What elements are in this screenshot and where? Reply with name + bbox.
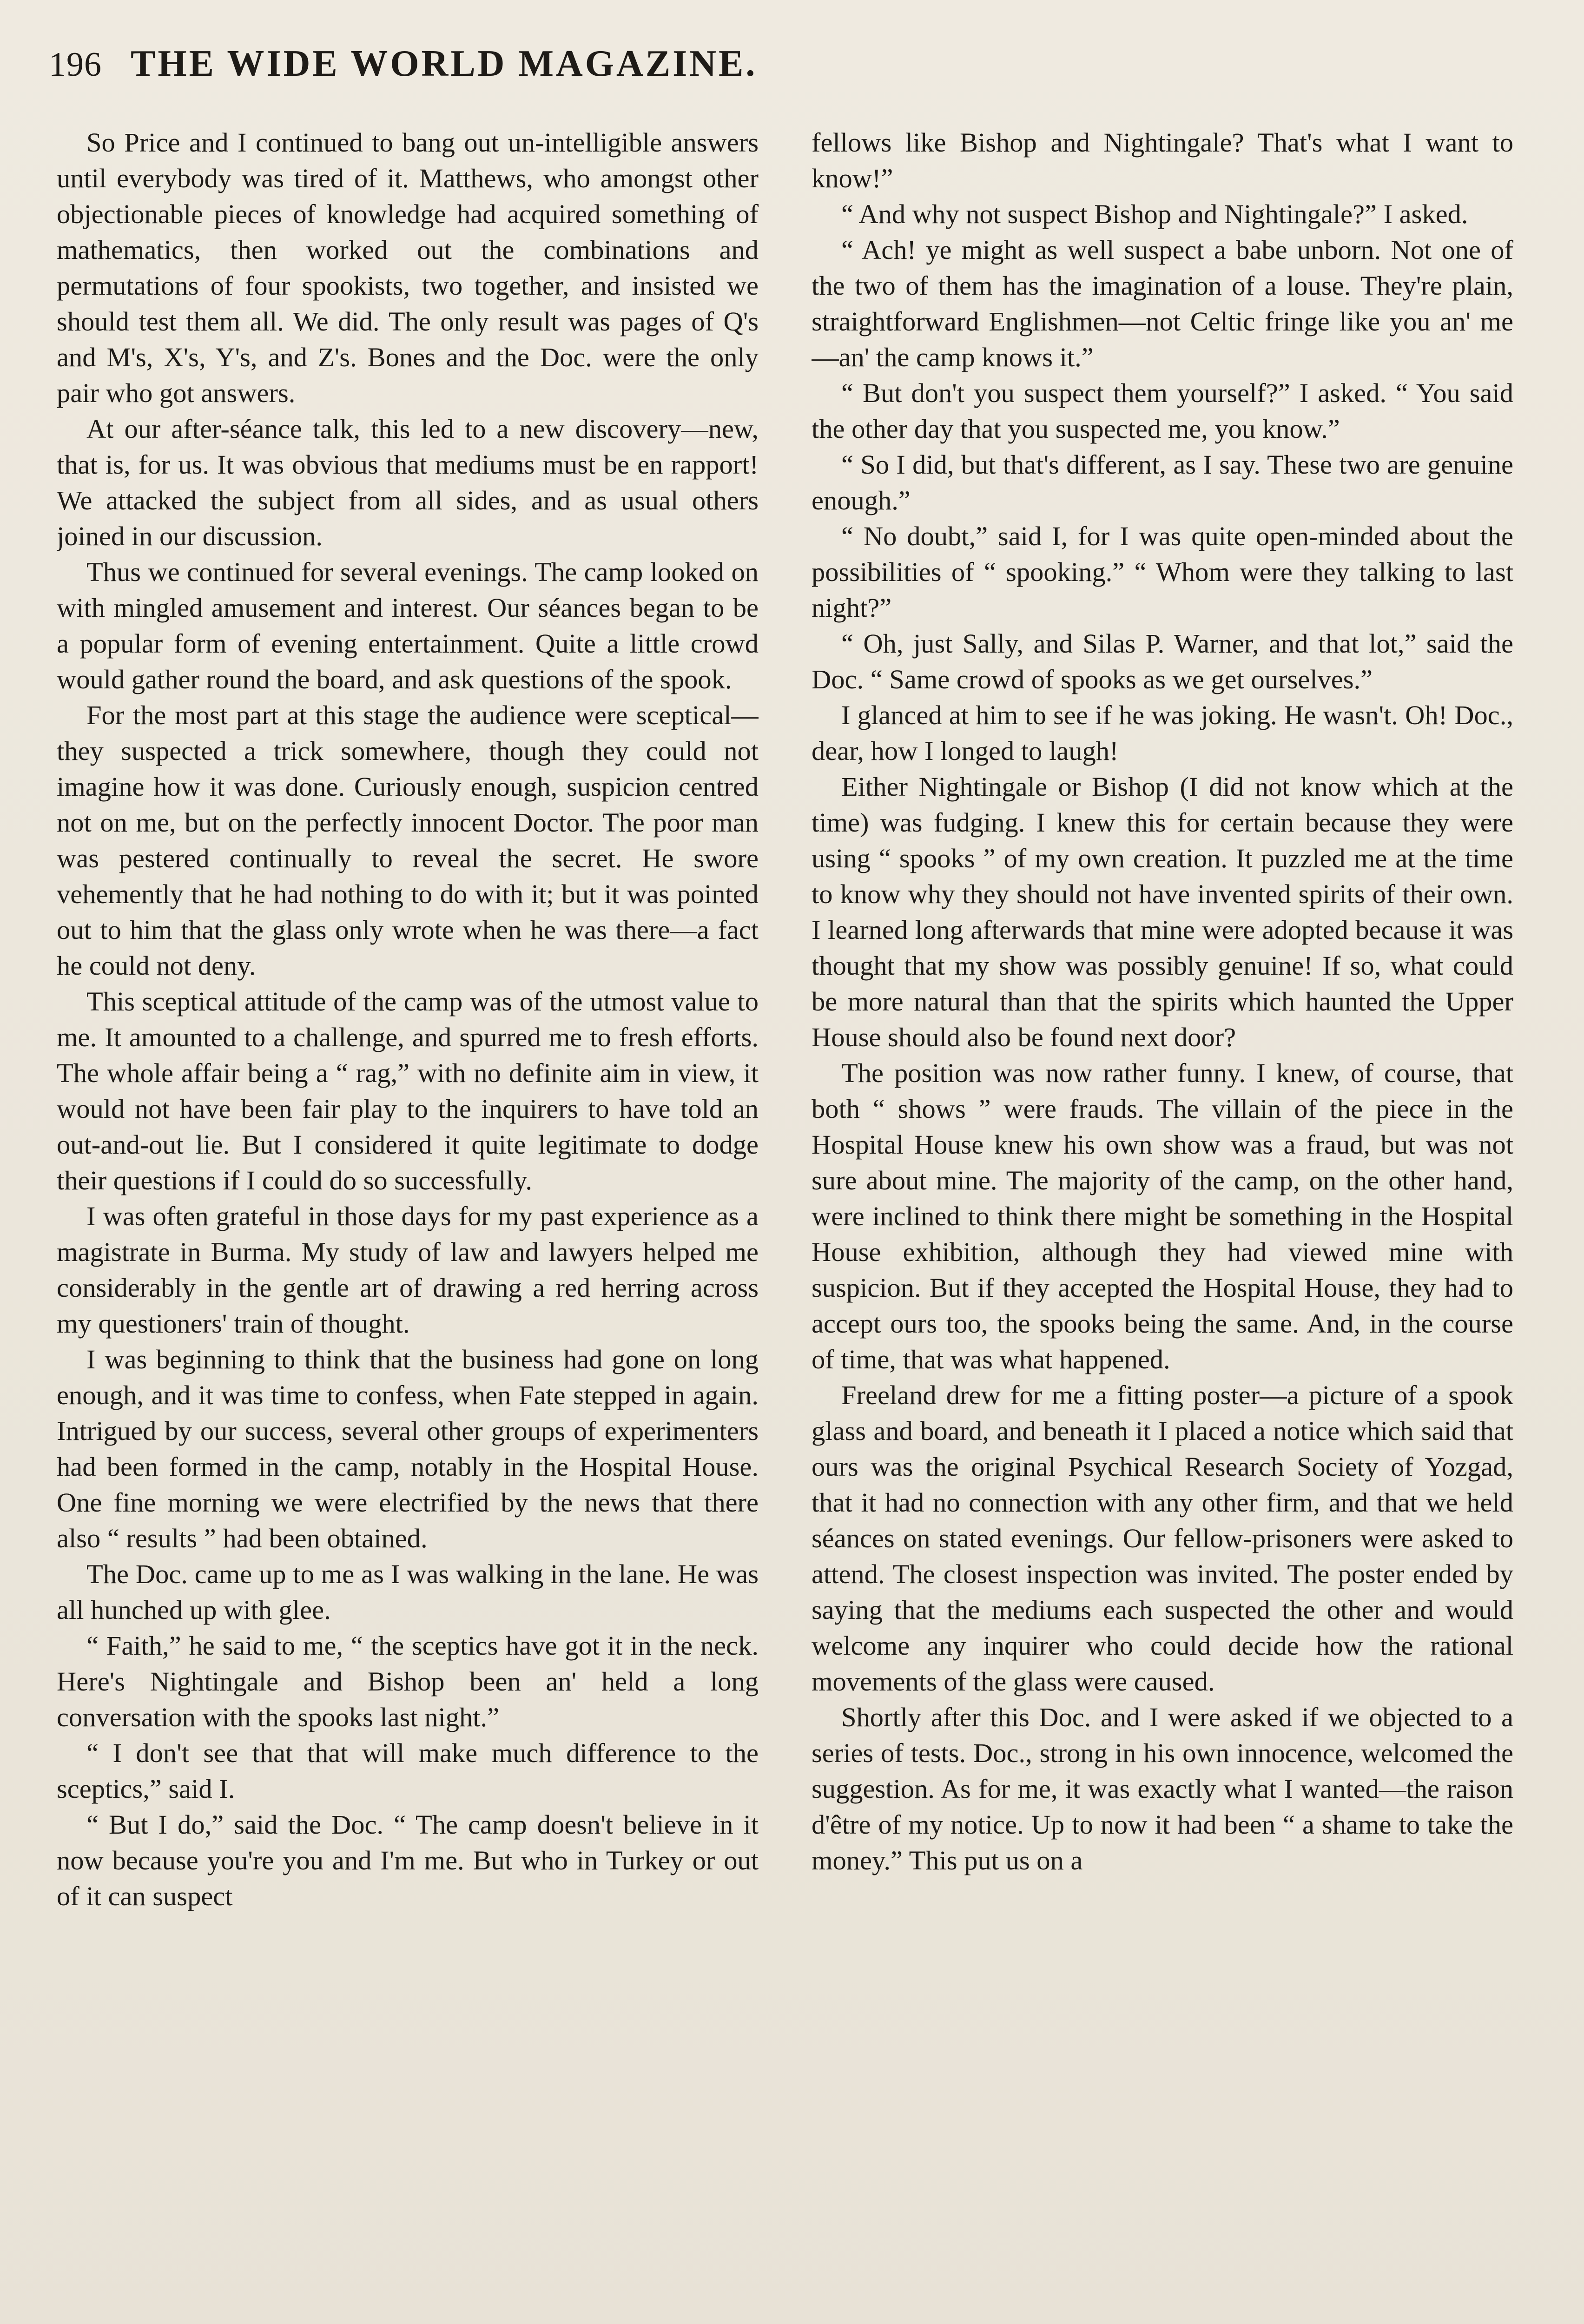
paragraph: Freeland drew for me a fitting poster—a picture of a spook glass and board, and beneath it I placed a notice which said that ours was the original Psychical Research Society of Yozgad, that it had no connection with any other firm, and that we held séances on stated evenings. Our fellow-prisoners were asked to attend. The closest inspection was invited. The poster ended by saying that the mediums each suspected the other and would welcome any inquirer who could decide how the rational movements of the glass were caused. [812, 1380, 1513, 1697]
right-column [812, 125, 1513, 2324]
continued-paragraph: fellows like Bishop and Nightingale? That's what I want to know!” [812, 127, 1513, 193]
paragraph: The Doc. came up to me as I was walking in the lane. He was all hunched up with glee. [57, 1559, 759, 1625]
paragraph: “ So I did, but that's different, as I say. These two are genuine enough.” [812, 449, 1513, 515]
left-column [57, 125, 759, 2324]
paragraph: Either Nightingale or Bishop (I did not know which at the time) was fudging. I knew this for certain because they were using “ spooks ” of my own creation. It puzzled me at the time to know why they should not have invented spirits of their own. I learned long afterwards that mine were adopted because it was thought that my show was possibly genuine! If so, what could be more natural than that the spirits which haunted the Upper House should also be found next door? [812, 772, 1513, 1052]
paragraph: “ But I do,” said the Doc. “ The camp doesn't believe in it now because you're you and I'm me. But who in Turkey or out of it can suspect [57, 1809, 759, 1911]
paragraph: Shortly after this Doc. and I were asked if we objected to a series of tests. Doc., strong in his own innocence, welcomed the suggestion. As for me, it was exactly what I wanted—the raison d'être of my notice. Up to now it had been “ a shame to take the money.” This put us on a [812, 1702, 1513, 1875]
paragraph: “ Oh, just Sally, and Silas P. Warner, and that lot,” said the Doc. “ Same crowd of spooks as we get ourselves.” [812, 628, 1513, 694]
paragraph: I was beginning to think that the business had gone on long enough, and it was time to confess, when Fate stepped in again. Intrigued by our success, several other groups of experimenters had been formed in the camp, notably in the Hospital House. One fine morning we were electrified by the news that there also “ results ” had been obtained. [57, 1344, 759, 1553]
paragraph: For the most part at this stage the audience were sceptical—they suspected a trick somewhere, though they could not imagine how it was done. Curiously enough, suspicion centred not on me, but on the perfectly innocent Doctor. The poor man was pestered continually to reveal the secret. He swore vehemently that he had nothing to do with it; but it was pointed out to him that the glass only wrote when he was there—a fact he could not deny. [57, 700, 759, 981]
paragraph: I glanced at him to see if he was joking. He wasn't. Oh! Doc., dear, how I longed to laugh! [812, 700, 1513, 766]
paragraph: This sceptical attitude of the camp was of the utmost value to me. It amounted to a challenge, and spurred me to fresh efforts. The whole affair being a “ rag,” with no definite aim in view, it would not have been fair play to the inquirers to have told an out-and-out lie. But I considered it quite legitimate to dodge their questions if I could do so successfully. [57, 986, 759, 1195]
paragraph: The position was now rather funny. I knew, of course, that both “ shows ” were frauds. The villain of the piece in the Hospital House knew his own show was a fraud, but was not sure about mine. The majority of the camp, on the other hand, were inclined to think there might be something in the Hospital House exhibition, although they had viewed mine with suspicion. But if they accepted the Hospital House, they had to accept ours too, the spooks being the same. And, in the course of time, that was what happened. [812, 1058, 1513, 1374]
paragraph: “ No doubt,” said I, for I was quite open-minded about the possibilities of “ spooking.” “ Whom were they talking to last night?” [812, 521, 1513, 623]
paragraph: “ I don't see that that will make much difference to the sceptics,” said I. [57, 1738, 759, 1804]
paragraph: I was often grateful in those days for my past experience as a magistrate in Burma. My study of law and lawyers helped me considerably in the gentle art of drawing a red herring across my questioners' train of thought. [57, 1201, 759, 1339]
paragraph: “ Faith,” he said to me, “ the sceptics have got it in the neck. Here's Nightingale and Bishop been an' held a long conversation with the spooks last night.” [57, 1631, 759, 1732]
paragraph: At our after-séance talk, this led to a new discovery—new, that is, for us. It was obvious that mediums must be en rapport! We attacked the subject from all sides, and as usual others joined in our discussion. [57, 414, 759, 551]
paragraph: “ But don't you suspect them yourself?” I asked. “ You said the other day that you suspected me, you know.” [812, 378, 1513, 444]
paragraph: So Price and I continued to bang out un-intelligible answers until everybody was tired of it. Matthews, who amongst other objectionable pieces of knowledge had acquired something of mathematics, then worked out the combinations and permutations of four spookists, two together, and insisted we should test them all. We did. The only result was pages of Q's and M's, X's, Y's, and Z's. Bones and the Doc. were the only pair who got answers. [57, 127, 759, 408]
page-number: 196 [49, 46, 102, 84]
paragraph: “ And why not suspect Bishop and Nightingale?” I asked. [841, 199, 1468, 229]
page-header [49, 43, 1536, 94]
paragraph: Thus we continued for several evenings. The camp looked on with mingled amusement and interest. Our séances began to be a popular form of evening entertainment. Quite a little crowd would gather round the board, and ask questions of the spook. [57, 557, 759, 694]
magazine-title: THE WIDE WORLD MAGAZINE. [131, 43, 758, 84]
paragraph: “ Ach! ye might as well suspect a babe unborn. Not one of the two of them has the imagination of a louse. They're plain, straightforward Englishmen—not Celtic fringe like you an' me—an' the camp knows it.” [812, 235, 1513, 372]
